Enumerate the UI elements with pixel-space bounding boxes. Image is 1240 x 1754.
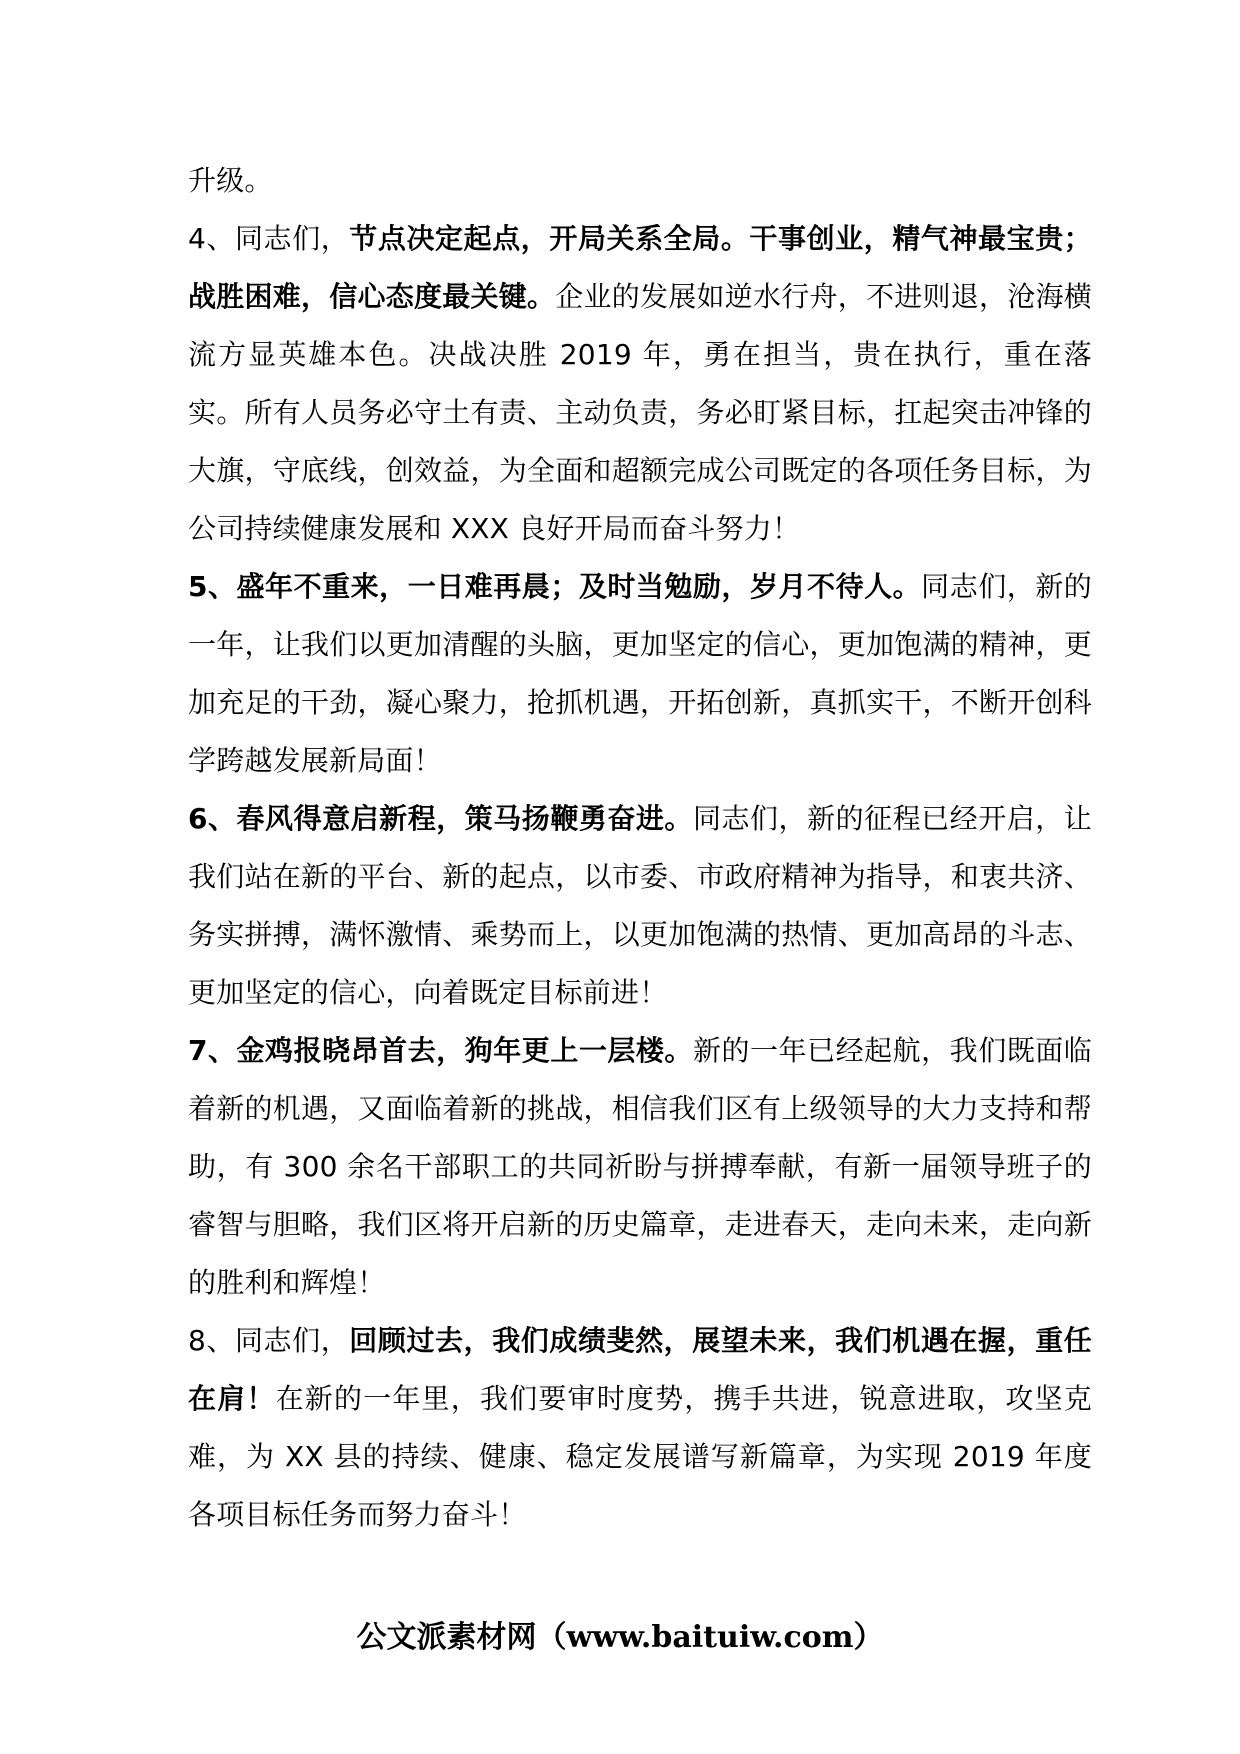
paragraph (188, 152, 1092, 210)
paragraph-text: 升级。 (188, 164, 273, 197)
paragraph-bold-text: 5、盛年不重来，一日难再晨；及时当勉励，岁月不待人。 (188, 570, 922, 603)
paragraph (188, 790, 1092, 1022)
paragraph (188, 558, 1092, 790)
paragraph-text: 企业的发展如逆水行舟，不进则退，沧海横流方显英雄本色。决战决胜 2019 年，勇在担当，贵在执行，重在落实。所有人员务必守土有责、主动负责，务必盯紧目标，扛起突击冲锋的大旗，守底线，创效益，为全面和超额完成公司既定的各项任务目标，为公司持续健康发展和 XXX 良好开局而奋斗努力！ (188, 280, 1092, 545)
paragraph-text: 8、同志们， (188, 1324, 350, 1357)
paragraph-text: 同志们，新的一年，让我们以更加清醒的头脑，更加坚定的信心，更加饱满的精神，更加充足的干劲，凝心聚力，抢抓机遇，开拓创新，真抓实干，不断开创科学跨越发展新局面！ (188, 570, 1093, 777)
paragraph (188, 210, 1092, 558)
site-footer: 公文派素材网（www.baituiw.com） (356, 1620, 884, 1655)
paragraph (188, 1022, 1092, 1312)
paragraph-text: 同志们，新的征程已经开启，让我们站在新的平台、新的起点，以市委、市政府精神为指导，和衷共济、务实拼搏，满怀激情、乘势而上，以更加饱满的热情、更加高昂的斗志、更加坚定的信心，向着既定目标前进！ (188, 802, 1092, 1009)
paragraph-text: 4、同志们， (188, 222, 350, 255)
paragraph (188, 1312, 1092, 1544)
paragraph-text: 新的一年已经起航，我们既面临着新的机遇，又面临着新的挑战，相信我们区有上级领导的大力支持和帮助，有 300 余名干部职工的共同祈盼与拼搏奉献，有新一届领导班子的睿智与胆略，我们区将开启新的历史篇章，走进春天，走向未来，走向新的胜利和辉煌！ (188, 1034, 1092, 1299)
document-body (188, 152, 1092, 1544)
paragraph-bold-text: 6、春风得意启新程，策马扬鞭勇奋进。 (188, 802, 693, 835)
paragraph-bold-text: 回顾过去，我们成绩斐然，展望未来，我们机遇在握，重任在肩！ (188, 1324, 1093, 1415)
paragraph-bold-text: 7、金鸡报晓昂首去，狗年更上一层楼。 (188, 1034, 693, 1067)
paragraph-text: 在新的一年里，我们要审时度势，携手共进，锐意进取，攻坚克难，为 XX 县的持续、健康、稳定发展谱写新篇章，为实现 2019 年度各项目标任务而努力奋斗！ (188, 1382, 1093, 1531)
paragraph-bold-text: 节点决定起点，开局关系全局。干事创业，精气神最宝贵；战胜困难，信心态度最关键。 (188, 222, 1093, 313)
